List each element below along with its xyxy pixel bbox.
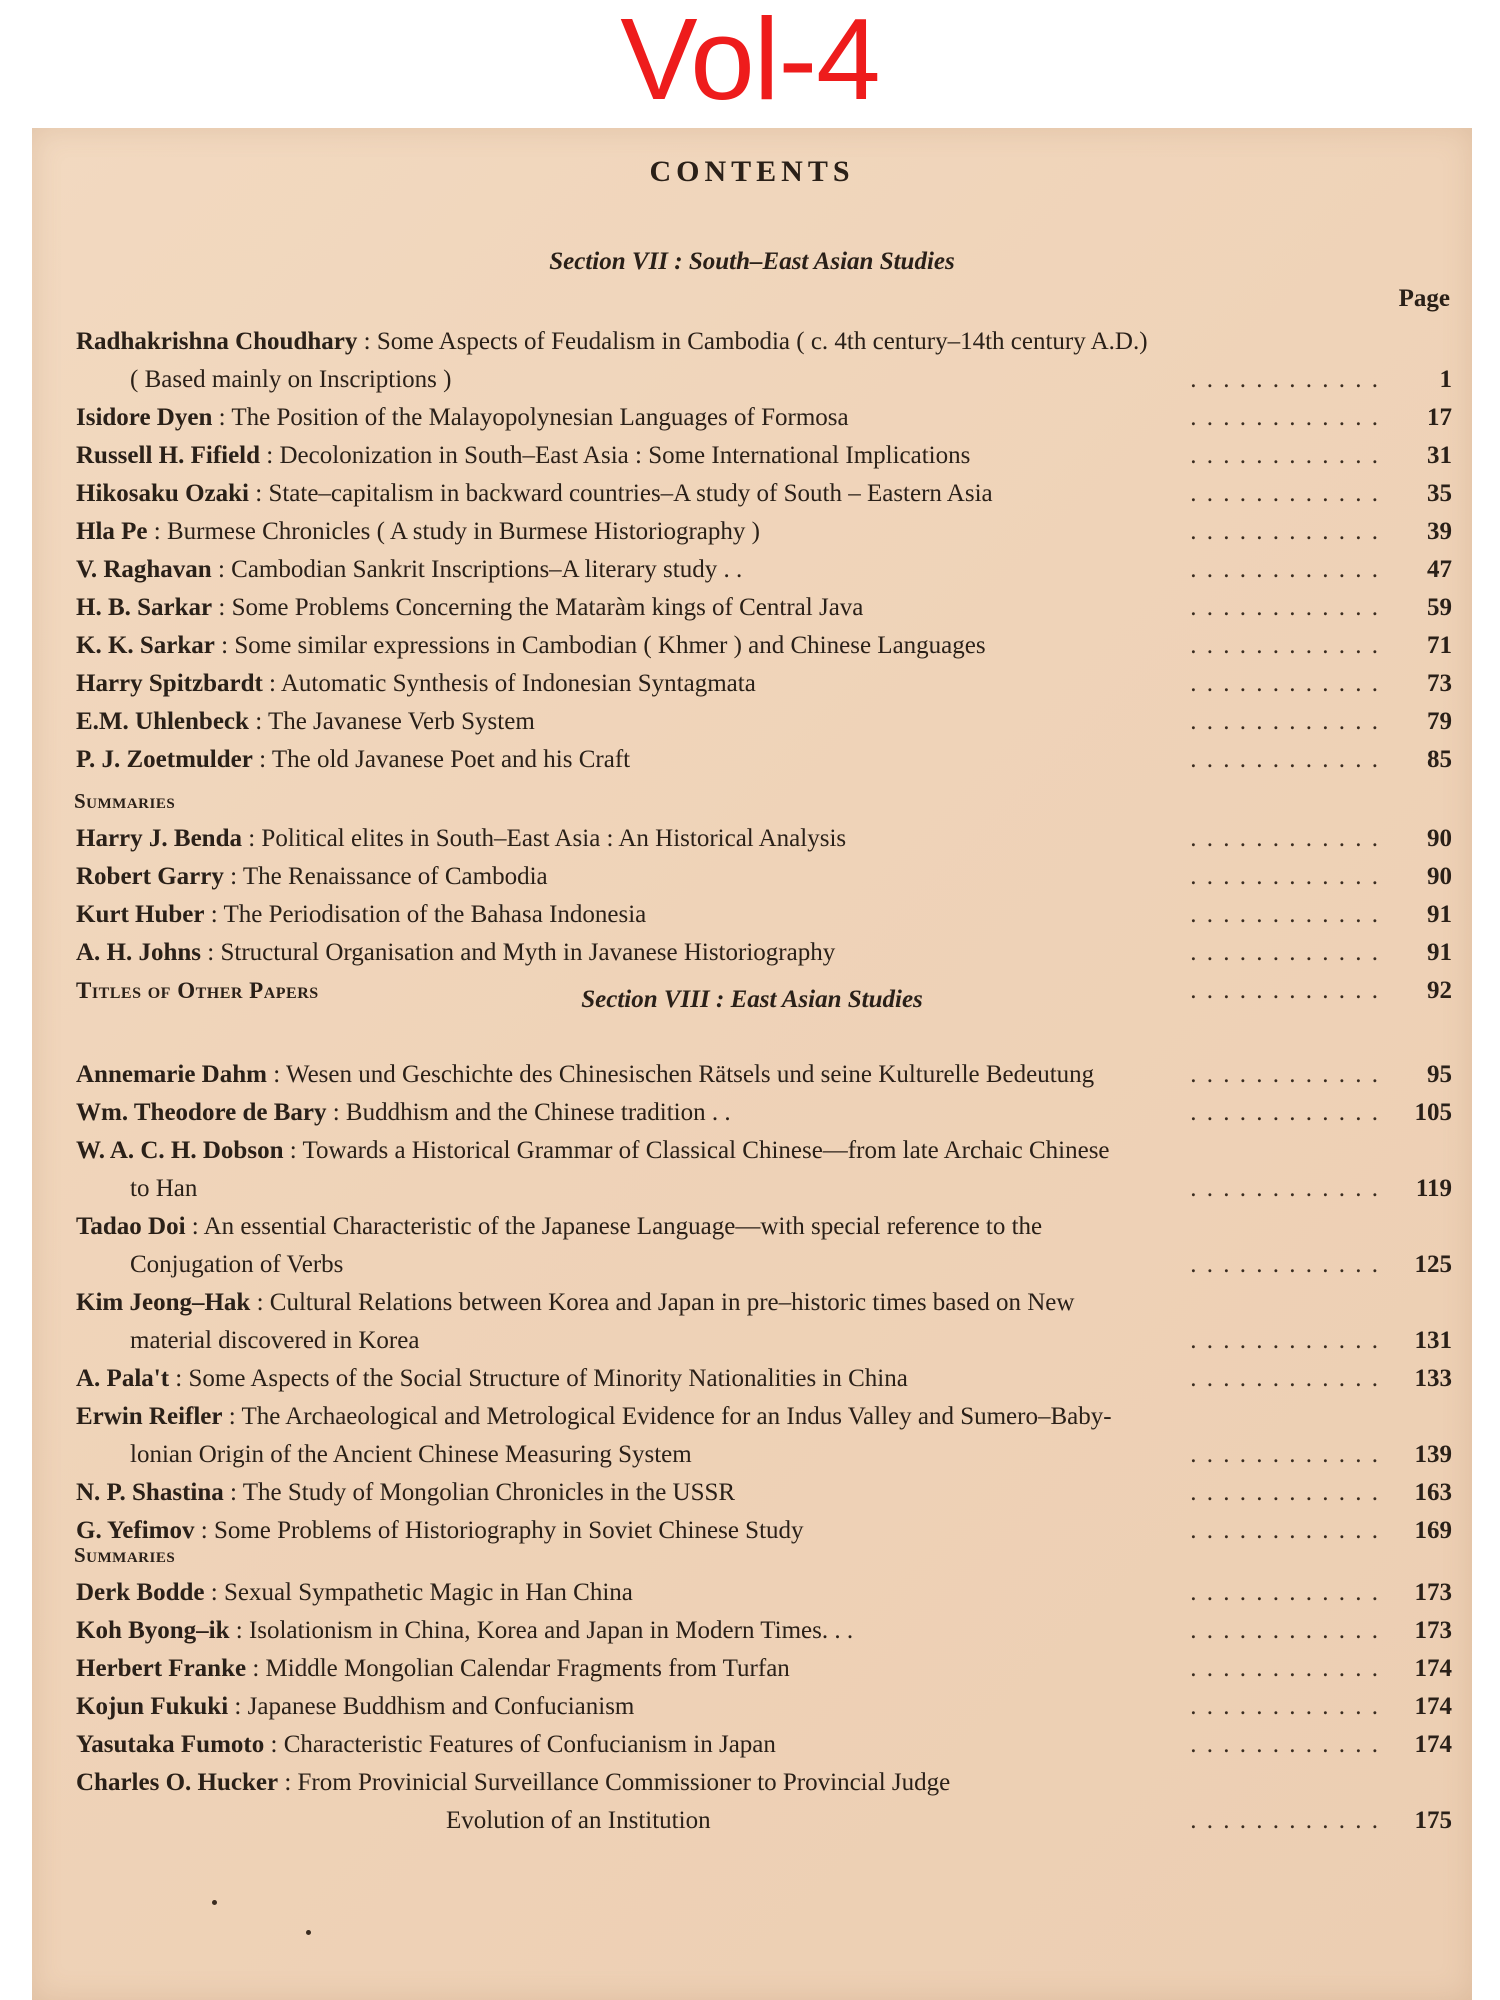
entry-page-number: 17 [1427, 404, 1452, 431]
entry-author: G. Yefimov [76, 1517, 195, 1544]
entry-page-number: 105 [1414, 1099, 1452, 1126]
toc-entry-line: Herbert Franke : Middle Mongolian Calendar Fragments from Turfan . . . . . . . . . . . . 174 [76, 1650, 1452, 1688]
toc-entry [76, 1574, 1452, 1612]
leader-dots: . . . . . . . . . . . . [1190, 1061, 1380, 1088]
entry-page-number: 90 [1427, 863, 1452, 890]
toc-entry-line: Koh Byong–ik : Isolationism in China, Korea and Japan in Modern Times. . . . . . . . . . . . . . . 173 [76, 1612, 1452, 1650]
toc-entry-line: V. Raghavan : Cambodian Sankrit Inscriptions–A literary study . . . . . . . . . . . . . . 47 [76, 551, 1452, 589]
entry-author: E.M. Uhlenbeck [76, 708, 249, 735]
entry-title: State–capitalism in backward countries–A study of South – Eastern Asia [268, 480, 993, 507]
toc-entry-line: Derk Bodde : Sexual Sympathetic Magic in Han China . . . . . . . . . . . . 173 [76, 1574, 1452, 1612]
entry-author: Tadao Doi [76, 1213, 186, 1240]
entry-title: The Archaeological and Metrological Evidence for an Indus Valley and Sumero–Baby- [241, 1403, 1112, 1430]
entry-author: H. B. Sarkar [76, 594, 213, 621]
leader-dots: . . . . . . . . . . . . [1190, 1579, 1380, 1606]
page-title: CONTENTS [649, 155, 855, 188]
entry-page-number: 174 [1414, 1693, 1452, 1720]
toc-entry-line: Kojun Fukuki : Japanese Buddhism and Confucianism . . . . . . . . . . . . 174 [76, 1688, 1452, 1726]
entry-page-number: 125 [1414, 1251, 1452, 1278]
entry-author: Koh Byong–ik [76, 1617, 230, 1644]
toc-entry [76, 1726, 1452, 1764]
toc-entry [76, 627, 1452, 665]
toc-entry-line: Tadao Doi : An essential Characteristic of the Japanese Language—with special reference to the [76, 1213, 1043, 1240]
volume-label: Vol-4 [620, 0, 880, 124]
toc-entry-line: A. H. Johns : Structural Organisation and Myth in Javanese Historiography . . . . . . . . . . . . 91 [76, 934, 1452, 972]
entry-title: Some Problems of Historiography in Soviet Chinese Study [213, 1517, 804, 1544]
entry-title: Some Aspects of Feudalism in Cambodia ( c. 4th century–14th century A.D.) [376, 328, 1148, 355]
toc-entry [76, 858, 1452, 896]
toc-entry [76, 1360, 1452, 1398]
entry-title: Wesen und Geschichte des Chinesischen Rätsels und seine Kulturelle Bedeutung [285, 1061, 1095, 1088]
entry-page-number: 59 [1427, 594, 1452, 621]
entry-author: Annemarie Dahm [76, 1061, 267, 1088]
toc-entry-line: P. J. Zoetmulder : The old Javanese Poet and his Craft . . . . . . . . . . . . 85 [76, 741, 1452, 779]
toc-entry [76, 741, 1452, 779]
toc-entry-line [76, 361, 1452, 399]
entry-title: The old Javanese Poet and his Craft [271, 746, 631, 773]
entry-title: The Periodisation of the Bahasa Indonesia [223, 901, 647, 928]
entry-author: V. Raghavan [76, 556, 212, 583]
leader-dots: . . . . . . . . . . . . [1190, 1327, 1380, 1354]
toc-entry [76, 589, 1452, 627]
entry-author: A. Pala't [76, 1365, 170, 1392]
entry-author: Hla Pe [76, 518, 148, 545]
toc-entry [76, 1764, 1452, 1840]
leader-dots: . . . . . . . . . . . . [1190, 442, 1380, 469]
toc-entry [76, 1474, 1452, 1512]
leader-dots: . . . . . . . . . . . . [1190, 670, 1380, 697]
entry-title: Isolationism in China, Korea and Japan in Modern Times. . . [248, 1617, 854, 1644]
entry-page-number: 163 [1414, 1479, 1452, 1506]
toc-entry [76, 665, 1452, 703]
toc-entry-line [76, 1802, 1452, 1840]
leader-dots: . . . . . . . . . . . . [1190, 1517, 1380, 1544]
entry-page-number: 39 [1427, 518, 1452, 545]
toc-entry [76, 934, 1452, 972]
entry-page-number: 35 [1427, 480, 1452, 507]
toc-entry [76, 399, 1452, 437]
entry-page-number: 90 [1427, 825, 1452, 852]
toc-entry-line [76, 1322, 1452, 1360]
toc-entry [76, 1132, 1452, 1208]
entry-author: Charles O. Hucker [76, 1769, 279, 1796]
entry-title: Cultural Relations between Korea and Japan in pre–historic times based on New [269, 1289, 1075, 1316]
leader-dots: . . . . . . . . . . . . [1190, 1655, 1380, 1682]
entry-author: Wm. Theodore de Bary [76, 1099, 327, 1126]
leader-dots: . . . . . . . . . . . . [1190, 1731, 1380, 1758]
entry-title: Some Problems Concerning the Mataràm kings of Central Java [231, 594, 864, 621]
leader-dots: . . . . . . . . . . . . [1190, 1617, 1380, 1644]
toc-entry [76, 1612, 1452, 1650]
leader-dots: . . . . . . . . . . . . [1190, 1807, 1380, 1834]
entry-author: Isidore Dyen [76, 404, 213, 431]
entry-author: Erwin Reifler [76, 1403, 223, 1430]
toc-entry [76, 323, 1452, 399]
toc-entry-line [76, 1246, 1452, 1284]
leader-dots: . . . . . . . . . . . . [1190, 632, 1380, 659]
entry-author: Russell H. Fifield [76, 442, 261, 469]
entry-page-number: 71 [1427, 632, 1452, 659]
leader-dots: . . . . . . . . . . . . [1190, 977, 1380, 1004]
page-column-header: Page [1398, 285, 1450, 312]
toc-entry-line: E.M. Uhlenbeck : The Javanese Verb System . . . . . . . . . . . . 79 [76, 703, 1452, 741]
section-title: Section VIII : East Asian Studies [581, 986, 923, 1013]
entry-page-number: 173 [1414, 1579, 1452, 1606]
toc-entry-line: Robert Garry : The Renaissance of Cambodia . . . . . . . . . . . . 90 [76, 858, 1452, 896]
entry-page-number: 174 [1414, 1731, 1452, 1758]
toc-entry [76, 896, 1452, 934]
entry-page-number: 85 [1427, 746, 1452, 773]
entry-author: Kojun Fukuki [76, 1693, 229, 1720]
entry-title: An essential Characteristic of the Japanese Language—with special reference to the [203, 1213, 1043, 1240]
entry-page-number: 174 [1414, 1655, 1452, 1682]
entry-title: Some similar expressions in Cambodian ( Khmer ) and Chinese Languages [234, 632, 986, 659]
entry-title: to Han [130, 1175, 198, 1202]
entry-author: Yasutaka Fumoto [76, 1731, 265, 1758]
other-titles-label: Titles of Other Papers [76, 978, 319, 1003]
entry-author: Kim Jeong–Hak [76, 1289, 251, 1316]
entry-title: Cambodian Sankrit Inscriptions–A literary study . . [231, 556, 743, 583]
toc-entry [76, 1094, 1452, 1132]
toc-entry [76, 1650, 1452, 1688]
entry-author: W. A. C. H. Dobson [76, 1137, 284, 1164]
entry-page-number: 31 [1427, 442, 1452, 469]
entry-page-number: 139 [1414, 1441, 1452, 1468]
toc-entry [76, 1208, 1452, 1284]
leader-dots: . . . . . . . . . . . . [1190, 1479, 1380, 1506]
leader-dots: . . . . . . . . . . . . [1190, 556, 1380, 583]
leader-dots: . . . . . . . . . . . . [1190, 404, 1380, 431]
entry-title: Buddhism and the Chinese tradition . . [345, 1099, 731, 1126]
entry-title: The Study of Mongolian Chronicles in the USSR [242, 1479, 736, 1506]
entry-page-number: 133 [1414, 1365, 1452, 1392]
entry-page-number: 92 [1427, 977, 1452, 1004]
toc-entry [76, 1284, 1452, 1360]
leader-dots: . . . . . . . . . . . . [1190, 708, 1380, 735]
paper-speck [212, 1900, 217, 1905]
toc-entry-line: Kurt Huber : The Periodisation of the Bahasa Indonesia . . . . . . . . . . . . 91 [76, 896, 1452, 934]
toc-entry-line: Isidore Dyen : The Position of the Malayopolynesian Languages of Formosa . . . . . . . . . . . . 17 [76, 399, 1452, 437]
leader-dots: . . . . . . . . . . . . [1190, 366, 1380, 393]
entry-title: From Provinicial Surveillance Commissioner to Provincial Judge [297, 1769, 951, 1796]
entry-page-number: 173 [1414, 1617, 1452, 1644]
leader-dots: . . . . . . . . . . . . [1190, 1099, 1380, 1126]
entry-author: Kurt Huber [76, 901, 205, 928]
entry-author: Herbert Franke [76, 1655, 247, 1682]
entry-page-number: 1 [1439, 366, 1452, 393]
entry-author: N. P. Shastina [76, 1479, 224, 1506]
leader-dots: . . . . . . . . . . . . [1190, 1693, 1380, 1720]
toc-entry-line: N. P. Shastina : The Study of Mongolian Chronicles in the USSR . . . . . . . . . . . . 163 [76, 1474, 1452, 1512]
entry-page-number: 119 [1415, 1175, 1452, 1202]
entry-title: Middle Mongolian Calendar Fragments from Turfan [265, 1655, 790, 1682]
toc-entry [76, 1056, 1452, 1094]
toc-entry-line: Annemarie Dahm : Wesen und Geschichte des Chinesischen Rätsels und seine Kulturelle Bedeutung . . . . . . . . . . . . 95 [76, 1056, 1452, 1094]
toc-entry-line: Harry Spitzbardt : Automatic Synthesis of Indonesian Syntagmata . . . . . . . . . . . . 73 [76, 665, 1452, 703]
entry-page-number: 91 [1427, 939, 1452, 966]
leader-dots: . . . . . . . . . . . . [1190, 1175, 1380, 1202]
toc-entry-line: Hikosaku Ozaki : State–capitalism in backward countries–A study of South – Eastern Asia . . . . . . . . . . . . 35 [76, 475, 1452, 513]
entry-title: Decolonization in South–East Asia : Some International Implications [279, 442, 971, 469]
toc-entry-line: Wm. Theodore de Bary : Buddhism and the Chinese tradition . . . . . . . . . . . . . . 105 [76, 1094, 1452, 1132]
paper-speck [306, 1930, 311, 1935]
toc-entry-line [76, 1170, 1452, 1208]
leader-dots: . . . . . . . . . . . . [1190, 825, 1380, 852]
toc-entry-line: K. K. Sarkar : Some similar expressions in Cambodian ( Khmer ) and Chinese Languages . . . . . . . . . . . . 71 [76, 627, 1452, 665]
entry-author: K. K. Sarkar [76, 632, 215, 659]
leader-dots: . . . . . . . . . . . . [1190, 1251, 1380, 1278]
toc-entry [76, 513, 1452, 551]
entry-title: Burmese Chronicles ( A study in Burmese Historiography ) [166, 518, 760, 545]
toc-entry [76, 703, 1452, 741]
summaries-heading: Summaries [74, 1543, 176, 1567]
toc-entry-line: H. B. Sarkar : Some Problems Concerning the Mataràm kings of Central Java . . . . . . . . . . . . 59 [76, 589, 1452, 627]
entry-title: ( Based mainly on Inscriptions ) [130, 366, 452, 393]
entry-author: P. J. Zoetmulder [76, 746, 253, 773]
entry-title: Towards a Historical Grammar of Classical Chinese—from late Archaic Chinese [302, 1137, 1110, 1164]
entry-title: The Javanese Verb System [267, 708, 535, 735]
entry-title: Structural Organisation and Myth in Javanese Historiography [220, 939, 836, 966]
toc-entry-line: Erwin Reifler : The Archaeological and Metrological Evidence for an Indus Valley and Sumero–Baby- [76, 1403, 1112, 1430]
entry-title: material discovered in Korea [130, 1327, 420, 1354]
entry-page-number: 47 [1427, 556, 1452, 583]
leader-dots: . . . . . . . . . . . . [1190, 1365, 1380, 1392]
entry-page-number: 131 [1414, 1327, 1452, 1354]
toc-entry [76, 1688, 1452, 1726]
toc-entry-line: G. Yefimov : Some Problems of Historiography in Soviet Chinese Study . . . . . . . . . . . . 169 [76, 1512, 1452, 1550]
toc-entry-line: Radhakrishna Choudhary : Some Aspects of Feudalism in Cambodia ( c. 4th century–14th century A.D.) [76, 328, 1148, 355]
entry-author: Radhakrishna Choudhary [76, 328, 358, 355]
toc-entry-line: A. Pala't : Some Aspects of the Social Structure of Minority Nationalities in China . . . . . . . . . . . . 133 [76, 1360, 1452, 1398]
entry-page-number: 79 [1427, 708, 1452, 735]
entry-author: Robert Garry [76, 863, 224, 890]
entry-author: Hikosaku Ozaki [76, 480, 249, 507]
leader-dots: . . . . . . . . . . . . [1190, 480, 1380, 507]
summaries-heading: Summaries [74, 789, 176, 813]
entry-title: Evolution of an Institution [446, 1807, 711, 1834]
toc-entry-line: Harry J. Benda : Political elites in South–East Asia : An Historical Analysis . . . . . . . . . . . . 90 [76, 820, 1452, 858]
toc-entry [76, 551, 1452, 589]
contents-page [32, 128, 1472, 2000]
entry-page-number: 169 [1414, 1517, 1452, 1544]
entry-title: Political elites in South–East Asia : An Historical Analysis [261, 825, 847, 852]
entry-title: Characteristic Features of Confucianism in Japan [283, 1731, 776, 1758]
entry-title: lonian Origin of the Ancient Chinese Measuring System [130, 1441, 692, 1468]
entry-page-number: 73 [1427, 670, 1452, 697]
entry-author: A. H. Johns [76, 939, 202, 966]
toc-entry-line: Charles O. Hucker : From Provinicial Surveillance Commissioner to Provincial Judge [76, 1769, 951, 1796]
leader-dots: . . . . . . . . . . . . [1190, 863, 1380, 890]
entry-title: Conjugation of Verbs [130, 1251, 344, 1278]
entry-page-number: 95 [1427, 1061, 1452, 1088]
toc-entry [76, 1512, 1452, 1550]
toc-entry [76, 437, 1452, 475]
section-title: Section VII : South–East Asian Studies [549, 248, 955, 275]
entry-author: Harry Spitzbardt [76, 670, 263, 697]
toc-entry [76, 820, 1452, 858]
leader-dots: . . . . . . . . . . . . [1190, 901, 1380, 928]
toc-entry-line: Yasutaka Fumoto : Characteristic Features of Confucianism in Japan . . . . . . . . . . . . 174 [76, 1726, 1452, 1764]
leader-dots: . . . . . . . . . . . . [1190, 746, 1380, 773]
entry-page-number: 175 [1414, 1807, 1452, 1834]
toc-entry-line: Russell H. Fifield : Decolonization in South–East Asia : Some International Implications . . . . . . . . . . . . 31 [76, 437, 1452, 475]
toc-entry [76, 1398, 1452, 1474]
entry-title: Some Aspects of the Social Structure of Minority Nationalities in China [188, 1365, 908, 1392]
entry-title: The Renaissance of Cambodia [242, 863, 548, 890]
leader-dots: . . . . . . . . . . . . [1190, 518, 1380, 545]
toc-entry-line: W. A. C. H. Dobson : Towards a Historical Grammar of Classical Chinese—from late Archaic Chinese [76, 1137, 1110, 1164]
toc-entry-line [76, 1436, 1452, 1474]
leader-dots: . . . . . . . . . . . . [1190, 939, 1380, 966]
toc-entry-line: Kim Jeong–Hak : Cultural Relations between Korea and Japan in pre–historic times based on New [76, 1289, 1075, 1316]
entry-page-number: 91 [1427, 901, 1452, 928]
leader-dots: . . . . . . . . . . . . [1190, 1441, 1380, 1468]
entry-title: The Position of the Malayopolynesian Languages of Formosa [231, 404, 849, 431]
entry-title: Sexual Sympathetic Magic in Han China [223, 1579, 633, 1606]
entry-author: Derk Bodde [76, 1579, 205, 1606]
entry-title: Japanese Buddhism and Confucianism [247, 1693, 635, 1720]
leader-dots: . . . . . . . . . . . . [1190, 594, 1380, 621]
entry-author: Harry J. Benda [76, 825, 242, 852]
entry-title: Automatic Synthesis of Indonesian Syntagmata [280, 670, 756, 697]
toc-entry [76, 475, 1452, 513]
toc-entry-line: Hla Pe : Burmese Chronicles ( A study in Burmese Historiography ) . . . . . . . . . . . . 39 [76, 513, 1452, 551]
